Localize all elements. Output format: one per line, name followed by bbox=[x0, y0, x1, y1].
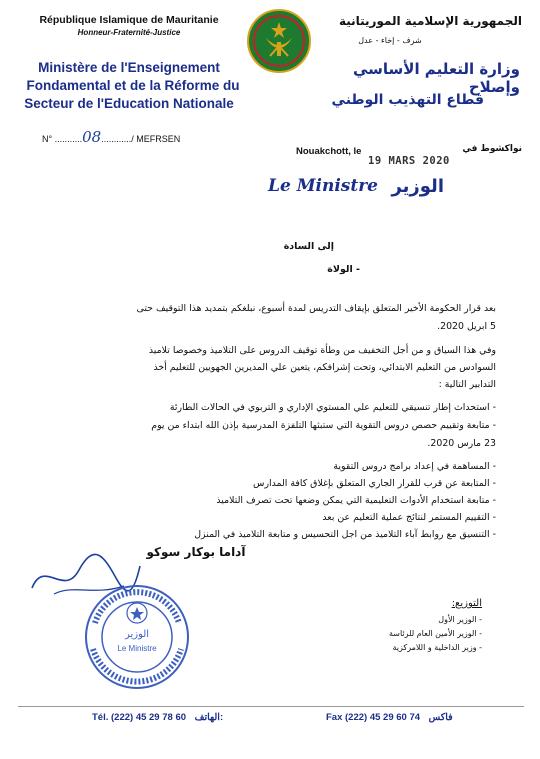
measure-item: - متابعة استخدام الأدوات التعليمية التي يمكن وضعها تحت تصرف التلاميذ bbox=[216, 495, 496, 506]
header-ministry-fr-line1: Ministère de l'Enseignement bbox=[38, 60, 220, 75]
reference-handwritten-number: 08 bbox=[82, 128, 102, 146]
header-ministry-fr-line3: Secteur de l'Education Nationale bbox=[24, 96, 234, 111]
footer-tel-fr: Tél. (222) 45 29 78 60 bbox=[92, 712, 187, 723]
distribution-item: - وزير الداخلية و اللامركزية bbox=[392, 643, 482, 652]
header-country-fr: République Islamique de Mauritanie bbox=[39, 14, 219, 26]
place-fr: Nouakchott, le bbox=[296, 146, 362, 157]
header-country-ar: الجمهورية الإسلامية الموريتانية bbox=[338, 14, 522, 28]
footer-divider bbox=[18, 706, 524, 707]
distribution-title: التوزيع: bbox=[451, 598, 482, 609]
header-ministry-ar: وزارة التعليم الأساسي وإصلاح bbox=[352, 60, 520, 96]
footer-tel-ar: الهاتف: bbox=[194, 712, 224, 723]
measure-item: - متابعة وتقييم حصص دروس التقوية التي ستبثها التلفزة المدرسية بإذن الله ابتداء من يوم bbox=[151, 420, 496, 431]
date-stamp: 19 MARS 2020 bbox=[368, 155, 450, 167]
measure-item: - التقييم المستمر لنتائج عملية التعليم عن بعد bbox=[322, 512, 496, 523]
footer-fax-ar: فاكس bbox=[428, 712, 453, 723]
body-paragraph-1-line-1: بعد قرار الحكومة الأخير المتعلق بإيقاف التدريس لمدة أسبوع، نبلغكم بتمديد هذا التوقيف حتى bbox=[136, 303, 496, 314]
title-al-wazir: الوزير bbox=[391, 176, 444, 197]
body-paragraph-2-line-3: التدابير التالية : bbox=[438, 379, 496, 390]
signatory-name: آداما بوكار سوكو bbox=[146, 545, 246, 559]
footer-fax bbox=[326, 712, 453, 723]
measure-item: - استحداث إطار تنسيقي للتعليم علي المستوي الإداري و التربوي في الحالات الطارئة bbox=[169, 402, 496, 413]
body-paragraph-2-line-2: السوادس من التعليم الابتدائي، وتحت إشرافكم، يتعين علي المديرين الجهويين للتعليم أخذ bbox=[153, 362, 496, 373]
title-le-ministre: Le Ministre bbox=[268, 176, 378, 196]
distribution-item: - الوزير الأول bbox=[438, 615, 482, 624]
header-motto-fr: Honneur-Fraternité-Justice bbox=[77, 28, 181, 37]
measure-item: 23 مارس 2020. bbox=[427, 438, 496, 449]
header-motto-ar: شرف - إخاء - عدل bbox=[358, 36, 422, 45]
body-paragraph-1-line-2: 5 ابريل 2020. bbox=[437, 321, 496, 332]
official-stamp bbox=[83, 583, 191, 691]
place-ar: نواكشوط في bbox=[462, 144, 522, 154]
header-sector-ar: قطاع التهذيب الوطني bbox=[331, 92, 484, 108]
reference-label: N° ........... bbox=[42, 134, 83, 144]
body-paragraph-2-line-1: وفي هذا السياق و من أجل التخفيف من وطأة توقيف الدروس على التلاميذ وخصوصا تلاميذ bbox=[148, 345, 496, 356]
reference-number bbox=[42, 128, 180, 146]
measure-item: - التنسيق مع روابط آباء التلاميذ من اجل التحسيس و متابعة التلاميذ في المنزل bbox=[194, 529, 496, 540]
stamp-title-ar: الوزير bbox=[124, 629, 150, 640]
reference-suffix: ............/ MEFRSEN bbox=[101, 134, 181, 144]
header-ministry-fr-line2: Fondamental et de la Réforme du bbox=[26, 78, 240, 93]
footer-fax-fr: Fax (222) 45 29 60 74 bbox=[326, 712, 421, 723]
footer-telephone bbox=[92, 712, 223, 723]
distribution-item: - الوزير الأمين العام للرئاسة bbox=[389, 629, 482, 638]
measure-item: - المساهمة في إعداد برامج دروس التقوية bbox=[333, 461, 496, 472]
addressee-intro: إلى السادة bbox=[283, 241, 334, 252]
measure-item: - المتابعة عن قرب للقرار الجاري المتعلق بإغلاق كافة المدارس bbox=[253, 478, 496, 489]
stamp-title-fr: Le Ministre bbox=[117, 644, 157, 653]
addressee-governors: - الولاة bbox=[327, 264, 360, 275]
